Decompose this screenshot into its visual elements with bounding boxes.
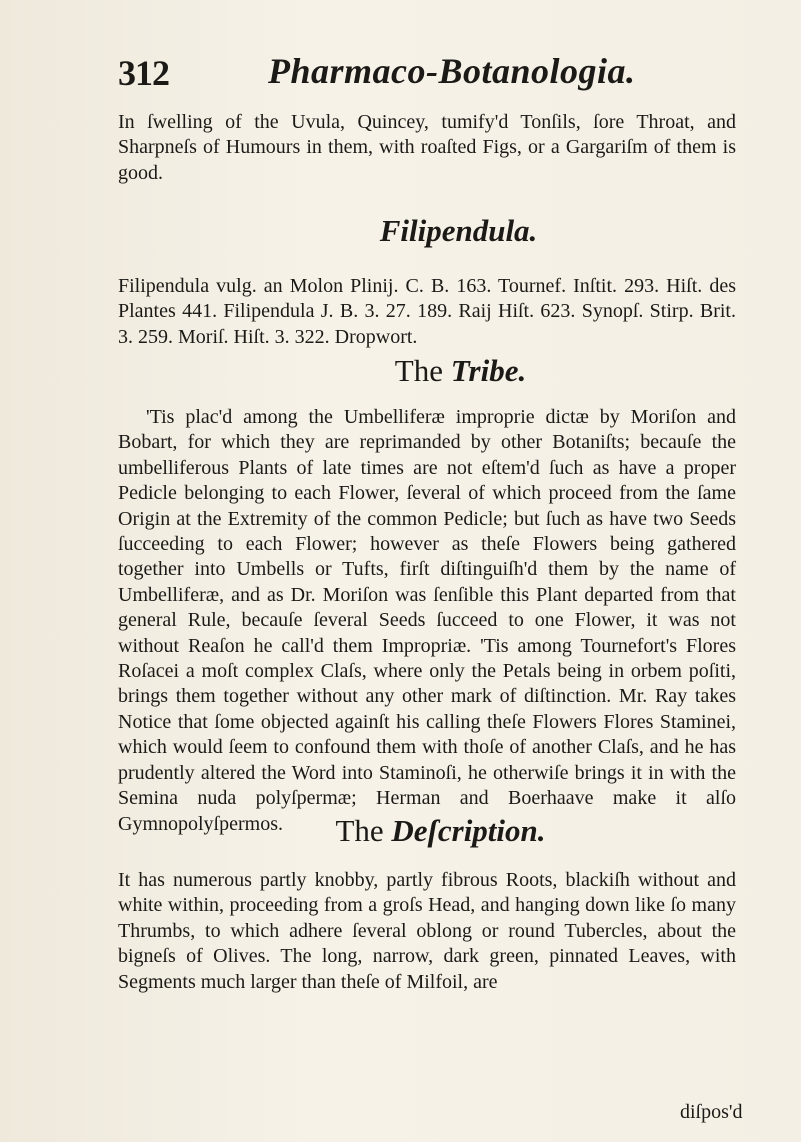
heading-description-article: The — [335, 813, 384, 848]
page-number: 312 — [118, 53, 169, 93]
paragraph-uvula: In ſwelling of the Uvula, Quincey, tumify'd Tonſils, ſore Throat, and Sharpneſs of Humours in them, with roaſted Figs, or a Gargariſm of them is good. — [118, 111, 736, 184]
heading-description — [40, 813, 801, 849]
paragraph-tribe: 'Tis plac'd among the Umbelliferæ improprie dictæ by Moriſon and Bobart, for which they are reprimanded by other Botaniſts; becauſe the umbelliferous Plants of late times are not eſtem'd ſuch as have a proper Pedicle belonging to each Flower, ſeveral of which proceed from the ſame Origin at the Extremity of the common Pedicle; but ſuch as have two Seeds ſucceeding to each Flower; however as theſe Flowers being gathered together into Umbells or Tufts, firſt diſtinguiſh'd them by the name of Umbelliferæ, and as Dr. Moriſon was ſenſible this Plant departed from that general Rule, becauſe ſeveral Seeds ſucceed to one Flower, it was not without Reaſon he call'd them Impropriæ. 'Tis among Tournefort's Flores Roſacei a moſt complex Claſs, where only the Petals being in orbem poſiti, brings them together without any other mark of diſtinction. Mr. Ray takes Notice that ſome objected againſt his calling theſe Flowers Flores Staminei, which would ſeem to confound them with thoſe of another Claſs, and he has prudently altered the Word into Staminoſi, he otherwiſe brings it in with the Semina nuda polyſpermæ; Herman and Boerhaave make it alſo Gymnopolyſpermos. — [118, 406, 736, 835]
paragraph-description: It has numerous partly knobby, partly fibrous Roots, blackiſh without and white within, proceeding from a groſs Head, and hanging down like ſo many Thrumbs, to which adhere ſeveral oblong or round Tubercles, about the bigneſs of Olives. The long, narrow, dark green, pinnated Leaves, with Segments much larger than theſe of Milfoil, are — [118, 869, 736, 993]
paragraph-synonyms: Filipendula vulg. an Molon Plinij. C. B. 163. Tournef. Inſtit. 293. Hiſt. des Plantes 441. Filipendula J. B. 3. 27. 189. Raij Hiſt. 623. Synopſ. Stirp. Brit. 3. 259. Moriſ. Hiſt. 3. 322. Dropwort. — [118, 275, 736, 348]
catchword: diſpos'd — [680, 1101, 743, 1123]
heading-description-word: Deſcription. — [391, 813, 546, 848]
running-title: Pharmaco-Botanologia. — [268, 51, 636, 91]
heading-tribe-article: The — [394, 353, 443, 388]
heading-tribe-word: Tribe. — [450, 353, 527, 388]
page-header — [118, 50, 758, 94]
heading-filipendula: Filipendula. — [379, 213, 538, 248]
heading-tribe — [60, 353, 801, 389]
